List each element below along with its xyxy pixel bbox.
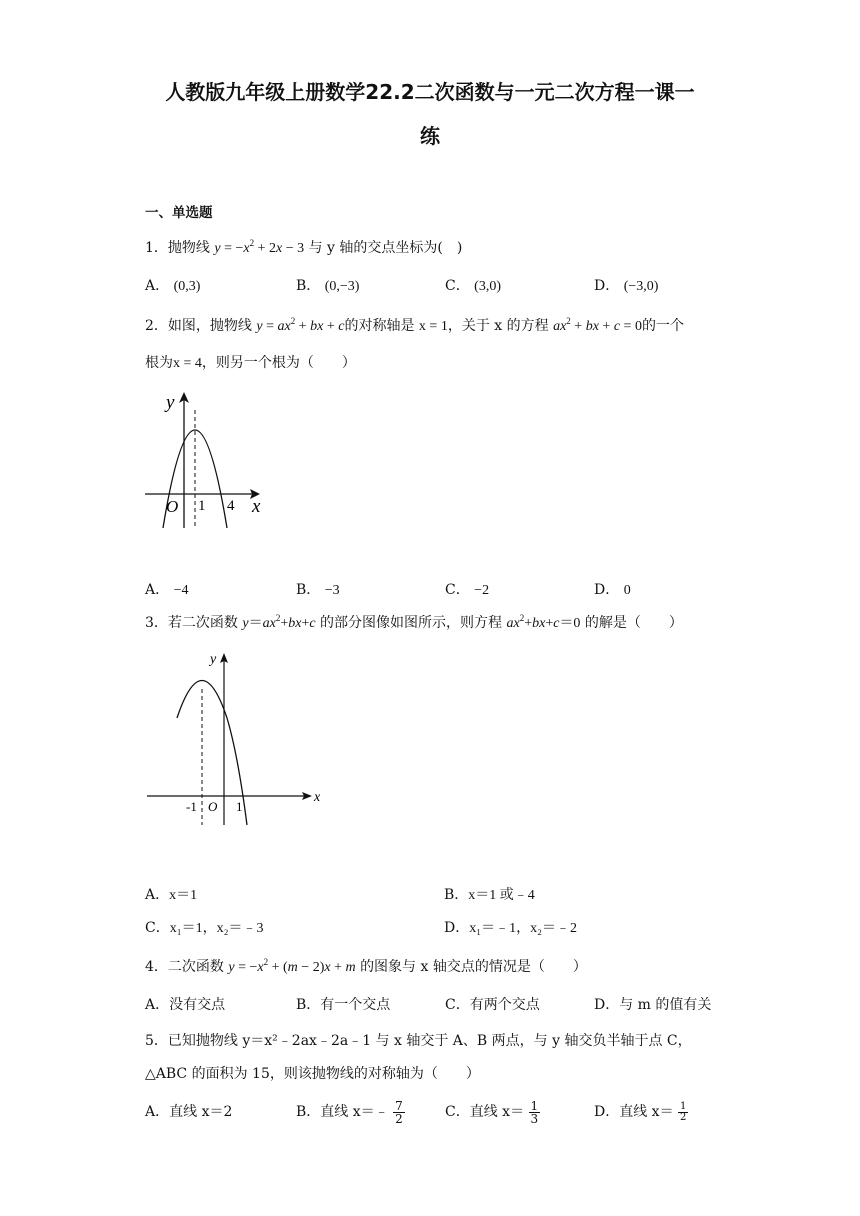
q3-tick-1: 1 xyxy=(236,799,243,814)
q5-c-fraction: $\frac{1}{3}$ xyxy=(530,1098,539,1126)
q3-option-b: B．x＝1 或﹣4 xyxy=(444,887,535,903)
q2-option-c: C． −2 xyxy=(445,582,490,598)
question-5: 5．已知抛物线 y＝x²﹣2ax﹣2a﹣1 与 x 轴交于 A、B 两点，与 y 轴交负半轴于点 C， xyxy=(145,1033,692,1049)
q3-function-eq: $y=ax^2+bx+c$ xyxy=(242,613,316,631)
q4-option-b: B．有一个交点 xyxy=(296,997,391,1013)
q2-axis-value: x = 1 xyxy=(418,319,448,334)
q5-d-fraction: $\frac{1}{2}$ xyxy=(680,1100,687,1123)
q2-label-x: x xyxy=(252,496,261,517)
q2-option-d: D． 0 xyxy=(594,582,631,598)
q5-option-b: B．直线 x＝﹣ $\frac{7}{2}$ xyxy=(296,1098,403,1126)
q2-root: x = 4 xyxy=(173,356,202,371)
question-1: 1．抛物线 $y = -x^2 + 2x - 3$ 与 y 轴的交点坐标为( ) xyxy=(145,238,463,256)
q4-option-a: A．没有交点 xyxy=(145,997,226,1013)
q2-tick-1: 1 xyxy=(198,498,206,514)
q2-parabola-eq: $y = ax^2$ + bx + c xyxy=(256,316,345,334)
q4-function-eq: $y = -x^2 + (m - 2)x + m$ xyxy=(228,957,356,975)
q2-figure xyxy=(140,388,270,533)
q3-equation: $ax^2+bx+c=0$ xyxy=(506,613,581,631)
q1-option-b: B． (0,−3) xyxy=(296,278,360,294)
q1-option-a: A． (0,3) xyxy=(145,278,201,294)
question-4: 4．二次函数 $y = -x^2 + (m - 2)x + m$ 的图象与 x 轴交点的情况是（ ） xyxy=(145,957,587,975)
q4-option-c: C．有两个交点 xyxy=(445,997,540,1013)
q3-option-d: D．x₁＝﹣1，x₂＝﹣2 xyxy=(444,920,577,936)
q5-option-a: A．直线 x＝2 xyxy=(145,1104,233,1120)
q2-equation: $ax^2$ + bx + c = 0 xyxy=(553,316,642,334)
q3-label-origin: O xyxy=(208,799,218,814)
q3-label-y: y xyxy=(210,652,217,667)
question-5-cont: △ABC 的面积为 15，则该抛物线的对称轴为（ ） xyxy=(145,1066,480,1082)
q2-option-a: A． −4 xyxy=(145,582,189,598)
q3-option-c: C．x₁＝1，x₂＝﹣3 xyxy=(145,920,264,936)
q2-tick-4: 4 xyxy=(227,498,235,514)
page-title-cont: 练 xyxy=(420,124,440,148)
question-3: 3．若二次函数 $y=ax^2+bx+c$ 的部分图像如图所示，则方程 $ax^2+bx+c=0$ 的解是（ ） xyxy=(145,613,683,631)
q5-option-c: C．直线 x＝ $\frac{1}{3}$ xyxy=(445,1098,539,1126)
page-title: 人教版九年级上册数学22.2二次函数与一元二次方程一课一 xyxy=(165,80,695,104)
q1-option-c: C． (3,0) xyxy=(445,278,501,294)
q5-b-fraction: $\frac{7}{2}$ xyxy=(395,1098,403,1126)
q3-tick-minus-1: -1 xyxy=(186,799,197,814)
q3-option-a: A．x＝1 xyxy=(145,887,198,903)
q5-option-d: D．直线 x＝ $\frac{1}{2}$ xyxy=(594,1100,687,1123)
q2-label-origin: O xyxy=(166,497,179,516)
q2-label-y: y xyxy=(166,392,175,413)
question-2: 2．如图，抛物线 $y = ax^2$ + bx + c的对称轴是 x = 1，关于 x 的方程 $ax^2$ + bx + c = 0的一个 xyxy=(145,316,684,334)
q1-option-d: D． (−3,0) xyxy=(594,278,659,294)
q2-option-b: B． −3 xyxy=(296,582,340,598)
q4-option-d: D．与 m 的值有关 xyxy=(594,997,712,1013)
q3-figure xyxy=(140,645,335,830)
q1-equation: $y = -x^2 + 2x - 3$ xyxy=(214,238,305,256)
question-2-cont: 根为x = 4，则另一个根为（ ） xyxy=(145,355,356,371)
q3-label-x: x xyxy=(314,790,321,805)
section-heading: 一、单选题 xyxy=(145,205,213,221)
